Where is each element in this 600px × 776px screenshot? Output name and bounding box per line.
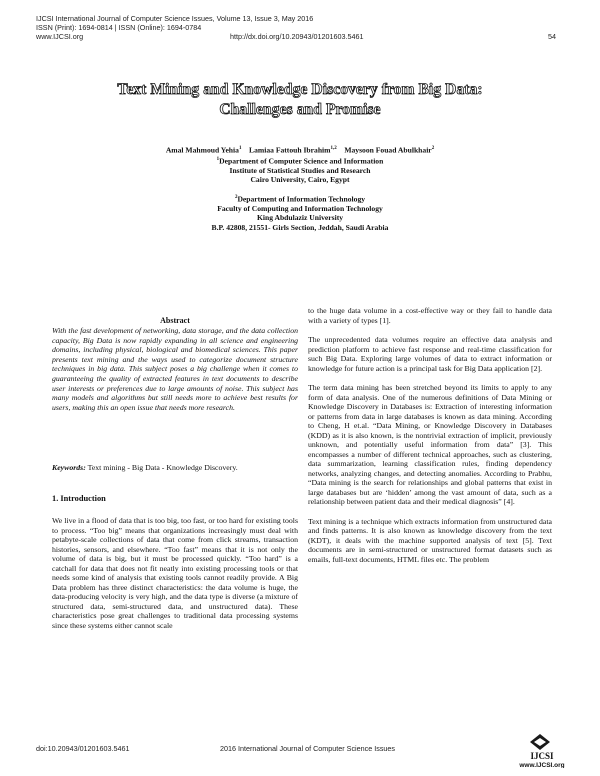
affiliation-1-university: Cairo University, Cairo, Egypt: [250, 175, 350, 185]
ijcsi-logo-icon: [512, 732, 572, 768]
affiliation-2-block: [0, 193, 600, 232]
right-paragraph-3: The term data mining has been stretched beyond its limits to apply to any form of data analysis. One of the numerous definitions of Data Mining or Knowledge Discovery in Databases is: Extraction of interesting information or patterns from data in large databases is known as data mining. According to Cheng, H et.al. “Data Mining, or Knowledge Discovery in Databases (KDD) as it is also known, is the nontrivial extraction of implicit, previously unknown, and potentially useful information from data” [3]. This encompasses a number of different technical approaches, such as clustering, data summarization, learning classification rules, finding dependency networks, analyzing changes, and detecting anomalies. According to Prabhu, “Data mining is the search for relationships and global patterns that exist in large databases but are ‘hidden’ among the vast amount of data, such as a relationship between patient data and their medical diagnosis” [4].: [308, 383, 552, 506]
website-link[interactable]: www.IJCSI.org: [36, 32, 84, 41]
affiliation-2-dept-text: Department of Information Technology: [237, 194, 366, 204]
page-number: 54: [548, 32, 556, 41]
paper-title: [0, 80, 600, 120]
right-paragraph-4: Text mining is a technique which extracts information from unstructured data and finds patterns. It is also known as knowledge discovery from the text (KDT), it deals with the machine supported analysis of text [5]. Text documents are in semi-structured or unstructured format datasets such as emails, full-text documents, HTML files etc. The problem: [308, 516, 552, 564]
author-1-sup: 1: [238, 146, 242, 151]
author-2: Lamiaa Fattouh Ibrahim: [249, 145, 331, 155]
title-line-1: Text Mining and Knowledge Discovery from Big Data:: [117, 81, 483, 98]
intro-paragraph-1: We live in a flood of data that is too big, too fast, or too hard for existing tools to process. “Too big” means that organizations increasingly must deal with petabyte-scale collections of data that come from click streams, transaction histories, sensors, and elsewhere. “Too fast” means that it is not only the volume of data is big, but it must be processed quickly. “Too hard” is a catchall for data that does not fit neatly into existing processing tools or that needs some kind of analysis that existing tools cannot readily provide. A Big Data problem has three distinct characteristics: the data volume is huge, the data-producing velocity is very high, and the data type is diverse (a mixture of structured data, semi-structured data, and unstructured data). These characteristics pose great challenges to traditional data processing systems since these systems either cannot scale: [52, 516, 298, 630]
logo-name: IJCSI: [530, 751, 554, 761]
logo-url: www.IJCSI.org: [519, 762, 565, 768]
right-paragraph-2: The unprecedented data volumes require an effective data analysis and prediction platform to achieve fast response and real-time classification for such Big Data. Exploring large volumes of data to extract information or knowledge for future action is a principal task for Big Data application [2].: [308, 335, 552, 373]
abstract-heading: Abstract: [160, 316, 190, 325]
affiliation-2-address: B.P. 42808, 21551- Girls Section, Jeddah, Saudi Arabia: [211, 222, 389, 232]
footer-copyright: 2016 International Journal of Computer Science Issues: [220, 744, 395, 753]
author-2-sup: 1,2: [330, 146, 337, 151]
affiliation-2-faculty: Faculty of Computing and Information Technology: [217, 203, 383, 213]
affiliation-1-institute: Institute of Statistical Studies and Research: [229, 165, 371, 175]
affiliation-1-dept-text: Department of Computer Science and Information: [219, 156, 384, 166]
section-heading-introduction: 1. Introduction: [52, 494, 106, 503]
affiliation-2-sup: 2: [234, 195, 238, 200]
doi-link[interactable]: http://dx.doi.org/10.20943/01201603.5461: [230, 32, 364, 41]
keywords: [52, 463, 298, 473]
footer-doi: doi:10.20943/01201603.5461: [36, 744, 130, 753]
affiliation-2-dept: [0, 193, 600, 204]
author-block: [0, 144, 600, 185]
right-column: [308, 306, 552, 574]
journal-line: IJCSI International Journal of Computer Science Issues, Volume 13, Issue 3, May 2016: [36, 14, 314, 23]
abstract-text: With the fast development of networking, data storage, and the data collection capacity, Big Data is now rapidly expanding in all science and engineering domains, including physical, biological and biomedical sciences. This paper presents text mining and the ways used to categorize document structure techniques in big data. This subject poses a big challenge when it comes to guaranteeing the quality of extracted features in text documents to describe user interests or preferences due to large amounts of noise. This subject has many models and algorithms but still needs more to achieve best results for users, making this an open issue that needs more research.: [52, 326, 298, 412]
affiliation-1-dept: [0, 155, 600, 166]
right-paragraph-1: to the huge data volume in a cost-effective way or they fail to handle data with a variety of types [1].: [308, 306, 552, 325]
affiliation-2-university: King Abdulaziz University: [256, 213, 344, 223]
author-3: Maysoon Fouad Abulkhair: [344, 145, 432, 155]
keywords-label: Keywords:: [52, 463, 86, 472]
keywords-text: Text mining - Big Data - Knowledge Discovery.: [87, 463, 238, 472]
author-line: [0, 144, 600, 155]
ijcsi-logo: [512, 732, 572, 768]
author-3-sup: 2: [431, 146, 435, 151]
left-column: [52, 516, 298, 640]
issn-line: ISSN (Print): 1694-0814 | ISSN (Online): 1694-0784: [36, 23, 202, 32]
author-1: Amal Mahmoud Yehia: [165, 145, 239, 155]
title-line-2: Challenges and Promise: [219, 101, 381, 118]
affiliation-1-sup: 1: [216, 156, 220, 162]
